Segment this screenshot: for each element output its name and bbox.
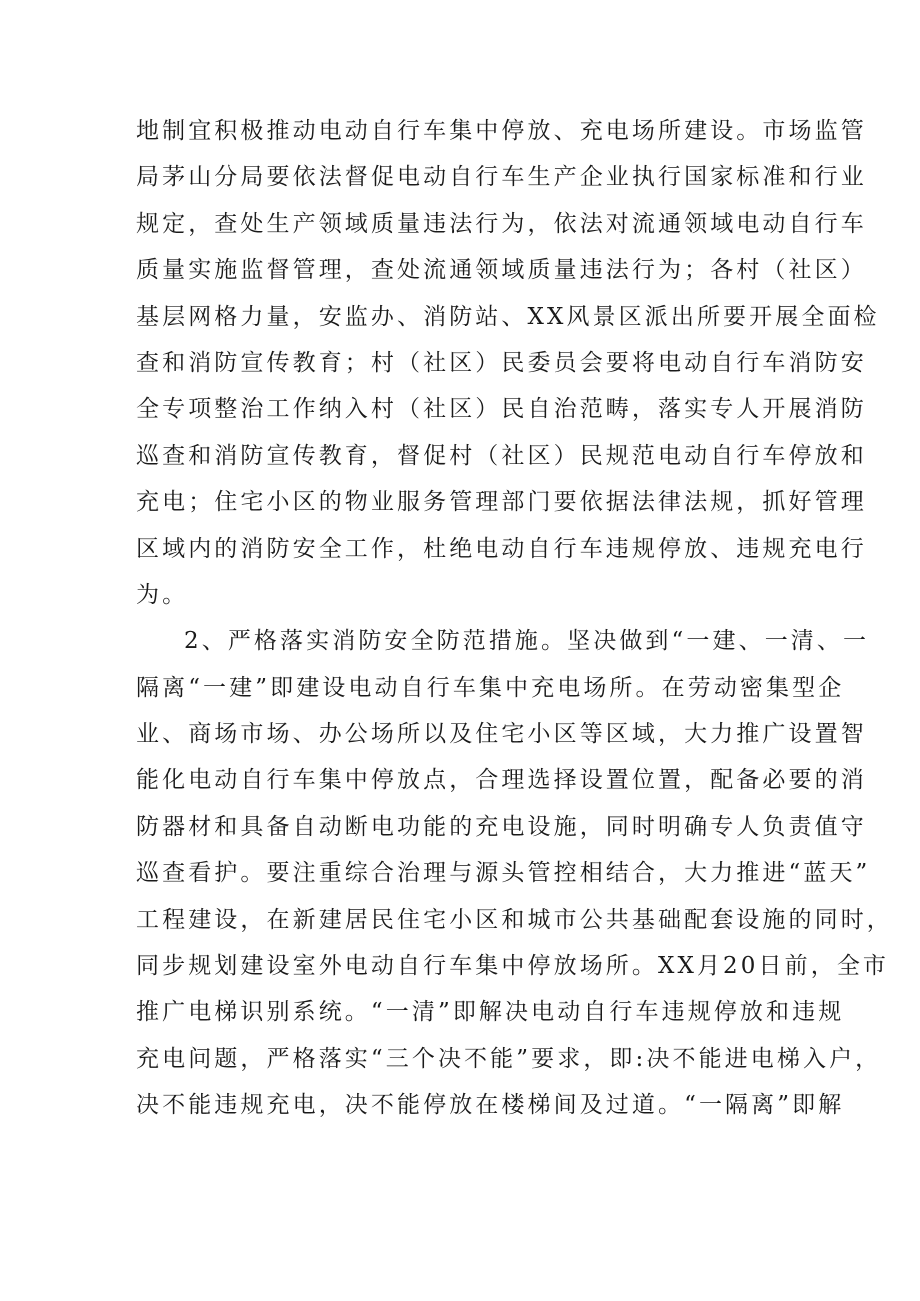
text-line: 隔离“一建”即建设电动自行车集中充电场所。在劳动密集型企 <box>136 674 845 701</box>
paragraph-2 <box>136 618 893 1128</box>
text-line: 业、商场市场、办公场所以及住宅小区等区域，大力推广设置智 <box>136 721 867 748</box>
text-line: 区域内的消防安全工作，杜绝电动自行车违规停放、违规充电行 <box>136 535 867 562</box>
text-line: 基层网格力量，安监办、消防站、XX风景区派出所要开展全面检 <box>136 303 880 330</box>
text-line: 充电；住宅小区的物业服务管理部门要依据法律法规，抓好管理 <box>136 489 867 516</box>
text-line: 查和消防宣传教育；村（社区）民委员会要将电动自行车消防安 <box>136 349 867 376</box>
text-line: 能化电动自行车集中停放点，合理选择设置位置，配备必要的消 <box>136 767 867 794</box>
document-body <box>136 108 893 1129</box>
text-line: 巡查和消防宣传教育，督促村（社区）民规范电动自行车停放和 <box>136 442 867 469</box>
text-line: 充电问题，严格落实“三个决不能”要求，即:决不能进电梯入户， <box>136 1045 882 1072</box>
text-line: 巡查看护。要注重综合治理与源头管控相结合，大力推进“蓝天” <box>136 860 871 887</box>
text-line: 规定，查处生产领域质量违法行为，依法对流通领域电动自行车 <box>136 210 867 237</box>
text-line: 工程建设，在新建居民住宅小区和城市公共基础配套设施的同时， <box>136 906 893 933</box>
text-line: 质量实施监督管理，查处流通领域质量违法行为；各村（社区） <box>136 257 867 284</box>
text-line: 防器材和具备自动断电功能的充电设施，同时明确专人负责值守 <box>136 813 867 840</box>
text-line: 2、严格落实消防安全防范措施。坚决做到“一建、一清、一 <box>184 628 870 655</box>
text-line: 决不能违规充电，决不能停放在楼梯间及过道。“一隔离”即解 <box>136 1092 845 1119</box>
text-line: 为。 <box>136 581 189 608</box>
text-line: 全专项整治工作纳入村（社区）民自治范畴，落实专人开展消防 <box>136 396 867 423</box>
text-line: 同步规划建设室外电动自行车集中停放场所。XX月20日前，全市 <box>136 953 890 980</box>
text-line: 推广电梯识别系统。“一清”即解决电动自行车违规停放和违规 <box>136 999 845 1026</box>
text-line: 地制宜积极推动电动自行车集中停放、充电场所建设。市场监管 <box>136 118 867 144</box>
text-line: 局茅山分局要依法督促电动自行车生产企业执行国家标准和行业 <box>136 164 867 191</box>
paragraph-1 <box>136 108 880 618</box>
